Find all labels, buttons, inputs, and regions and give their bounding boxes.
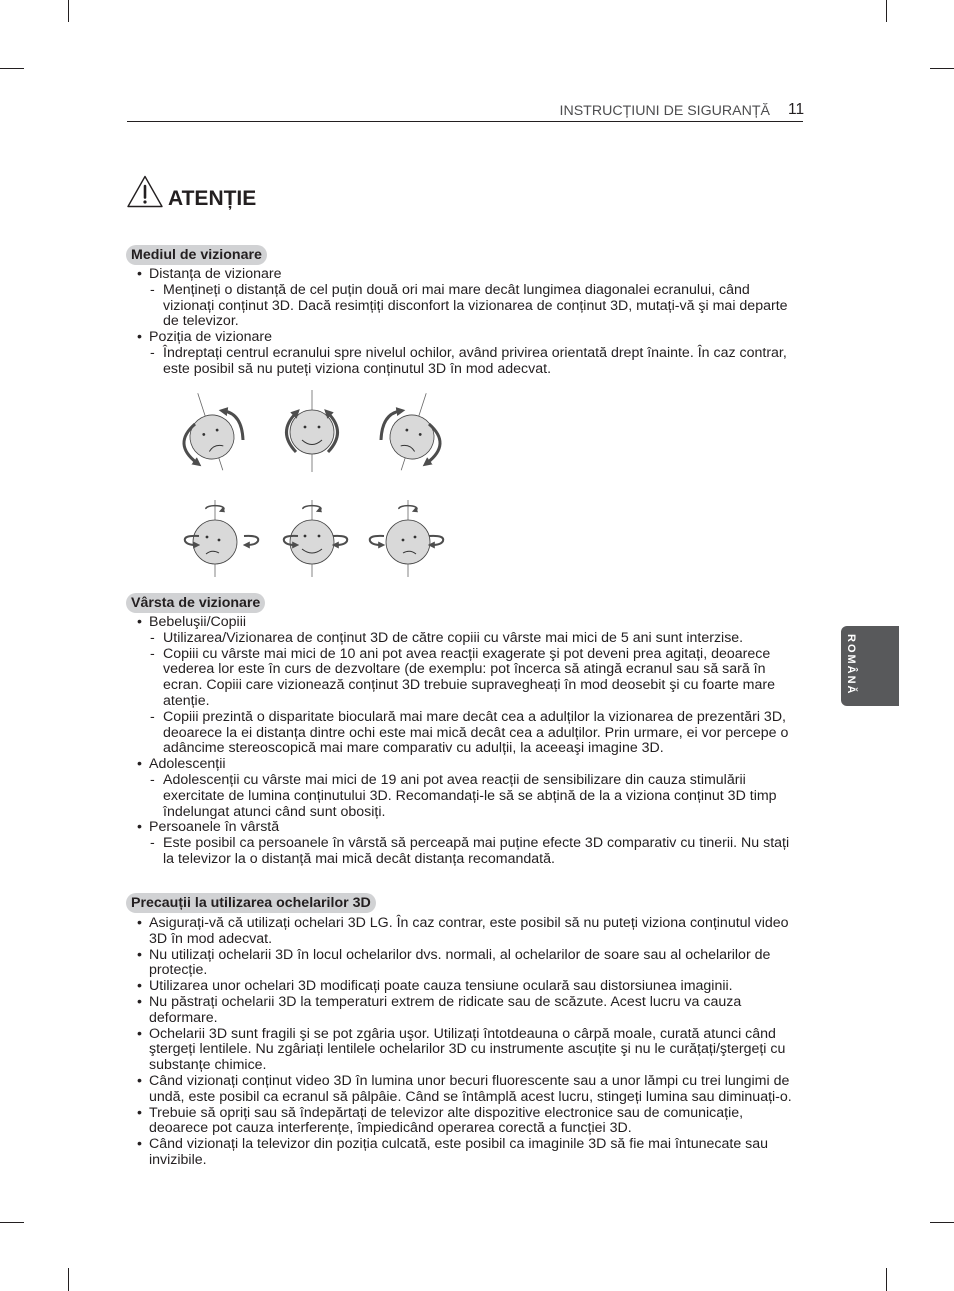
text-line: substanțe chimice. (149, 1057, 267, 1074)
text-line: deoarece pot cauza interferențe, împiedicând operarea corectă a funcției 3D. (149, 1120, 632, 1137)
section-list-viewing-environment (126, 267, 826, 378)
text-line: 3D în mod adecvat. (149, 930, 273, 947)
bullet-item (126, 979, 826, 995)
dash-item (126, 710, 826, 757)
text-line: • Asigurați-vă că utilizați ochelari 3D LG. În caz contrar, este posibil să nu puteți viziona conținutul video (126, 916, 826, 932)
text-line: - Mențineți o distanță de cel puțin două ori mai mare decât lungimea diagonalei ecranului, când (126, 283, 826, 299)
face-illustration (193, 500, 237, 577)
text-line: de televizor. (163, 313, 239, 330)
dash-item (126, 773, 826, 820)
dash-item (126, 346, 826, 378)
page-number: 11 (788, 101, 805, 118)
bullet-item (126, 1106, 826, 1138)
rotation-arrow (429, 536, 443, 545)
bullet-item (126, 995, 826, 1027)
bullet-item (126, 820, 826, 867)
text-line: • Bebeluşii/Copiii (126, 615, 826, 631)
face-illustration (290, 500, 334, 577)
bullet-item (126, 916, 826, 948)
text-line: - Adolescenții cu vârste mai mici de 19 ani pot avea reacții de sensibilizare din cauza stimulării (126, 773, 826, 789)
running-header-title: INSTRUCȚIUNI DE SIGURANȚĂ (559, 103, 770, 119)
face-illustration (290, 390, 334, 472)
section-label-viewing-age: Vârsta de vizionare (126, 593, 265, 613)
text-line: vizionați conținut 3D. Dacă resimțiți disconfort la vizionarea de conținut 3D, mutați-vă şi mai departe (163, 297, 788, 314)
text-line: • Când vizionați la televizor din poziția culcată, este posibil ca imaginile 3D să fie mai întunecate sau (126, 1137, 826, 1153)
crop-mark (68, 0, 69, 22)
text-line: - Îndreptați centrul ecranului spre nivelul ochilor, având privirea orientată drept înainte. În caz contrar, (126, 346, 826, 362)
bullet-item (126, 1137, 826, 1169)
page-title: ATENȚIE (168, 187, 257, 210)
dash-item (126, 647, 826, 710)
dash-item (126, 631, 826, 647)
crop-mark (886, 0, 887, 22)
face-illustration (386, 500, 430, 577)
text-line: • Nu păstrați ochelarii 3D la temperaturi extrem de ridicate sau de scăzute. Acest lucru va cauza (126, 995, 826, 1011)
bullet-item (126, 1074, 826, 1106)
text-line: deformare. (149, 1009, 218, 1026)
text-line: invizibile. (149, 1151, 207, 1168)
rotation-arrow (333, 536, 347, 545)
text-line: • Nu utilizați ochelarii 3D în locul ochelarilor dvs. normali, al ochelarilor de soare sau al ochelarilor de (126, 948, 826, 964)
crop-mark (0, 1222, 24, 1223)
text-line: • Trebuie să opriți sau să îndepărtați de televizor alte dispozitive electronice sau de comunicație, (126, 1106, 826, 1122)
text-line: atenție. (163, 692, 210, 709)
text-line: deoarece la ei distanța dintre ochi este mai mică decât cea a adulților. Prin urmare, ei vor percepe o (163, 724, 789, 741)
rotation-arrow (244, 536, 258, 545)
text-line: ecran. Copiii care vizionează conținut 3D trebuie supravegheați în mod deosebit şi cu foarte mare (163, 677, 775, 694)
rotation-arrow (370, 536, 384, 545)
text-line: - Utilizarea/Vizionarea de conținut 3D de către copiii cu vârste mai mici de 5 ani sunt interzise. (126, 631, 826, 647)
crop-mark (930, 68, 954, 69)
text-line: • Adolescenții (126, 757, 826, 773)
text-line: exercitate de lumina conținutului 3D. Recomandați-le să se abțină de la a viziona conținut 3D timp (163, 787, 777, 804)
language-side-tab (841, 626, 899, 706)
warning-triangle-icon (126, 174, 164, 209)
bullet-item (126, 948, 826, 980)
crop-mark (930, 1222, 954, 1223)
head-position-diagram (170, 385, 460, 585)
text-line: • Utilizarea unor ochelari 3D modificați poate cauza tensiune oculară sau distorsiunea imaginii. (126, 979, 826, 995)
dash-item (126, 836, 826, 868)
text-line: • Poziția de vizionare (126, 330, 826, 346)
text-line: este posibil să nu puteți viziona conținutul 3D în mod adecvat. (163, 360, 552, 377)
text-line: protecție. (149, 962, 208, 979)
crop-mark (68, 1268, 69, 1291)
dash-item (126, 283, 826, 330)
bullet-item (126, 330, 826, 377)
bullet-item (126, 757, 826, 820)
text-line: • Distanța de vizionare (126, 267, 826, 283)
bullet-item (126, 1027, 826, 1074)
text-line: - Copiii prezintă o disparitate bioculară mai mare decât cea a adulților la vizionarea de prezentări 3D, (126, 710, 826, 726)
text-line: - Copiii cu vârste mai mici de 10 ani pot avea reacții exagerate şi pot deveni prea agitați, deoarece (126, 647, 826, 663)
header-rule (127, 121, 803, 122)
text-line: • Persoanele în vârstă (126, 820, 826, 836)
section-list-viewing-age (126, 615, 826, 868)
bullet-item (126, 267, 826, 330)
section-label-3d-glasses-precautions: Precauții la utilizarea ochelarilor 3D (126, 893, 376, 913)
text-line: vederea lor este în curs de dezvoltare (de exemplu: pot încerca să atingă ecranul sau să sară în (163, 661, 766, 678)
bullet-item (126, 615, 826, 757)
text-line: - Este posibil ca persoanele în vârstă să perceapă mai puține efecte 3D comparativ cu tinerii. Nu stați (126, 836, 826, 852)
section-label-viewing-environment: Mediul de vizionare (126, 245, 267, 265)
text-line: • Ochelarii 3D sunt fragili şi se pot zgâria uşor. Utilizați întotdeauna o cârpă moale, curată atunci când (126, 1027, 826, 1043)
text-line: • Când vizionați conținut video 3D în lumina unor becuri fluorescente sau a unor lămpi cu trei lungimi de (126, 1074, 826, 1090)
language-tab-label: ROMÂNĂ (845, 634, 857, 696)
crop-mark (0, 68, 24, 69)
text-line: adâncime stereoscopică mai mare comparativ cu adulții, la aceeaşi imagine 3D. (163, 740, 664, 757)
text-line: îndelungat atunci când sunt obosiți. (163, 803, 386, 820)
text-line: la televizor la o distanță mai mică decât distanța recomandată. (163, 850, 555, 867)
text-line: undă, este posibil ca ecranul să pâlpâie. Când se întâmplă acest lucru, stingeți lumina sau diminuați-o. (149, 1088, 792, 1105)
text-line: ştergeți lentilele. Nu zgâriați lentilele ochelarilor 3D cu instrumente ascuțite şi nu le curățați/ştergeți cu (149, 1041, 786, 1058)
section-list-3d-glasses-precautions (126, 916, 826, 1169)
crop-mark (886, 1268, 887, 1291)
